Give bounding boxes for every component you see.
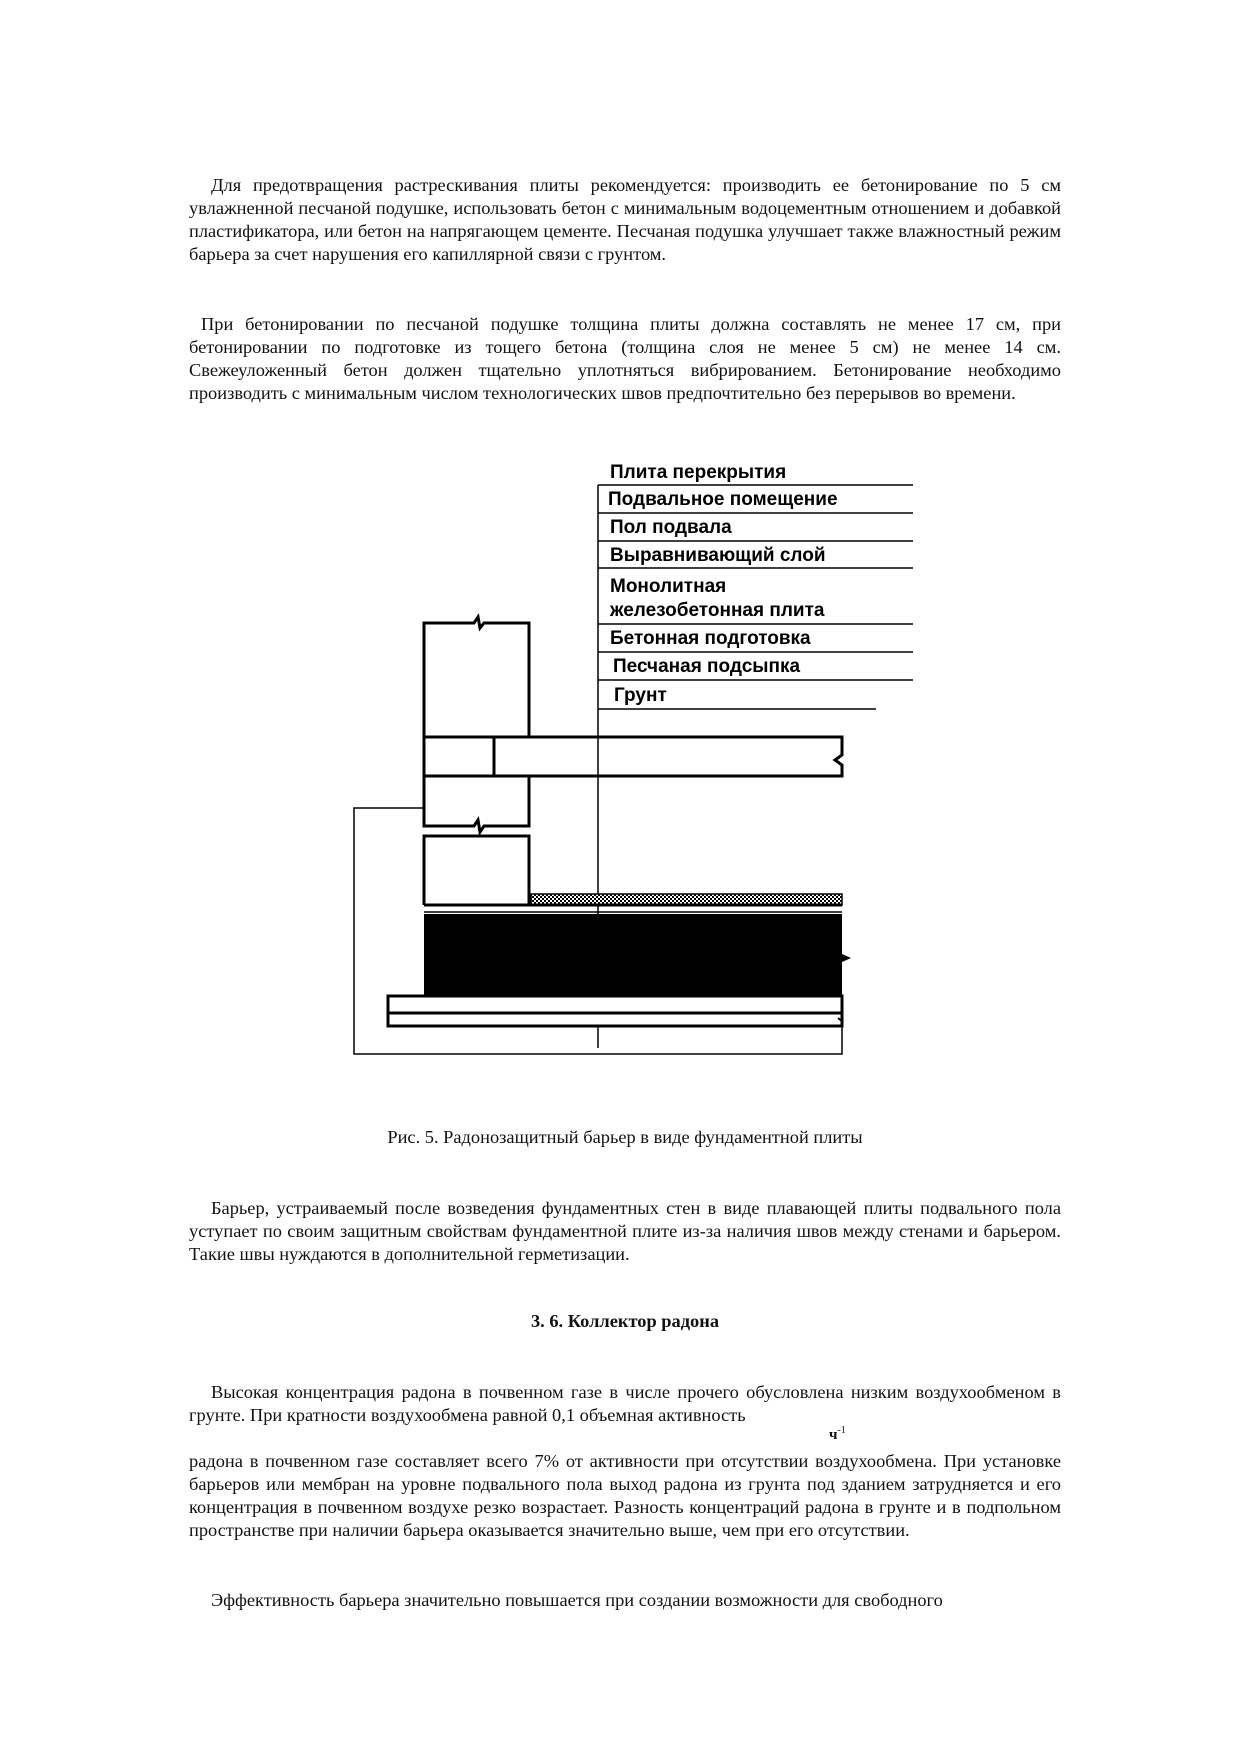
label-ground: Грунт: [614, 685, 667, 706]
label-monolithic: Монолитная: [610, 576, 727, 597]
label-basement-floor: Пол подвала: [610, 517, 732, 538]
unit-per-hour: $ч^{-1}$: [829, 1425, 846, 1443]
label-leveling-layer: Выравнивающий слой: [610, 545, 826, 566]
paragraph-radon-concentration-b: радона в почвенном газе составляет всего 7% от активности при отсутствии воздухообмена. При установке барьеров или мембран на уровне подвального пола выход радона из грунта под зданием затрудняется и его концентрация в почвенном воздухе резко возрастает. Разность концентраций радона в грунте и в подпольном пространстве при наличии барьера оказывается значительно выше, чем при его отсутствии.: [189, 1451, 1061, 1540]
label-concrete-base: Бетонная подготовка: [610, 628, 811, 649]
label-reinforced-slab: железобетонная плита: [610, 600, 825, 621]
paragraph-floating-slab: Барьер, устраиваемый после возведения фундаментных стен в виде плавающей плиты подвального пола уступает по своим защитным свойствам фундаментной плите из-за наличия швов между стенами и барьером. Такие швы нуждаются в дополнительной герметизации.: [189, 1198, 1061, 1264]
paragraph-crack-prevention: Для предотвращения растрескивания плиты рекомендуется: производить ее бетонирование по 5 см увлажненной песчаной подушке, использовать бетон с минимальным водоцементным отношением и добавкой пластификатора, или бетон на напрягающем цементе. Песчаная подушка улучшает также влажностный режим барьера за счет нарушения его капиллярной связи с грунтом.: [189, 175, 1061, 264]
figure-caption: Рис. 5. Радонозащитный барьер в виде фундаментной плиты: [387, 1127, 863, 1147]
label-sand-bedding: Песчаная подсыпка: [613, 656, 801, 677]
label-floor-slab: Плита перекрытия: [610, 462, 787, 483]
paragraph-slab-thickness: При бетонировании по песчаной подушке толщина плиты должна составлять не менее 17 см, при бетонировании по подготовке из тощего бетона (толщина слоя не менее 5 см) не менее 14 см. Свежеуложенный бетон должен тщательно уплотняться вибрированием. Бетонирование необходимо производить с минимальным числом технологических швов предпочтительно без перерывов во времени.: [189, 314, 1061, 403]
section-heading: 3. 6. Коллектор радона: [530, 1311, 720, 1331]
label-basement-room: Подвальное помещение: [608, 489, 838, 510]
paragraph-barrier-efficiency: Эффективность барьера значительно повышается при создании возможности для свободного: [211, 1590, 943, 1610]
paragraph-radon-concentration-a: Высокая концентрация радона в почвенном газе в числе прочего обусловлена низким воздухообменом в грунте. При кратности воздухообмена равной 0,1 объемная активность: [189, 1382, 1061, 1425]
